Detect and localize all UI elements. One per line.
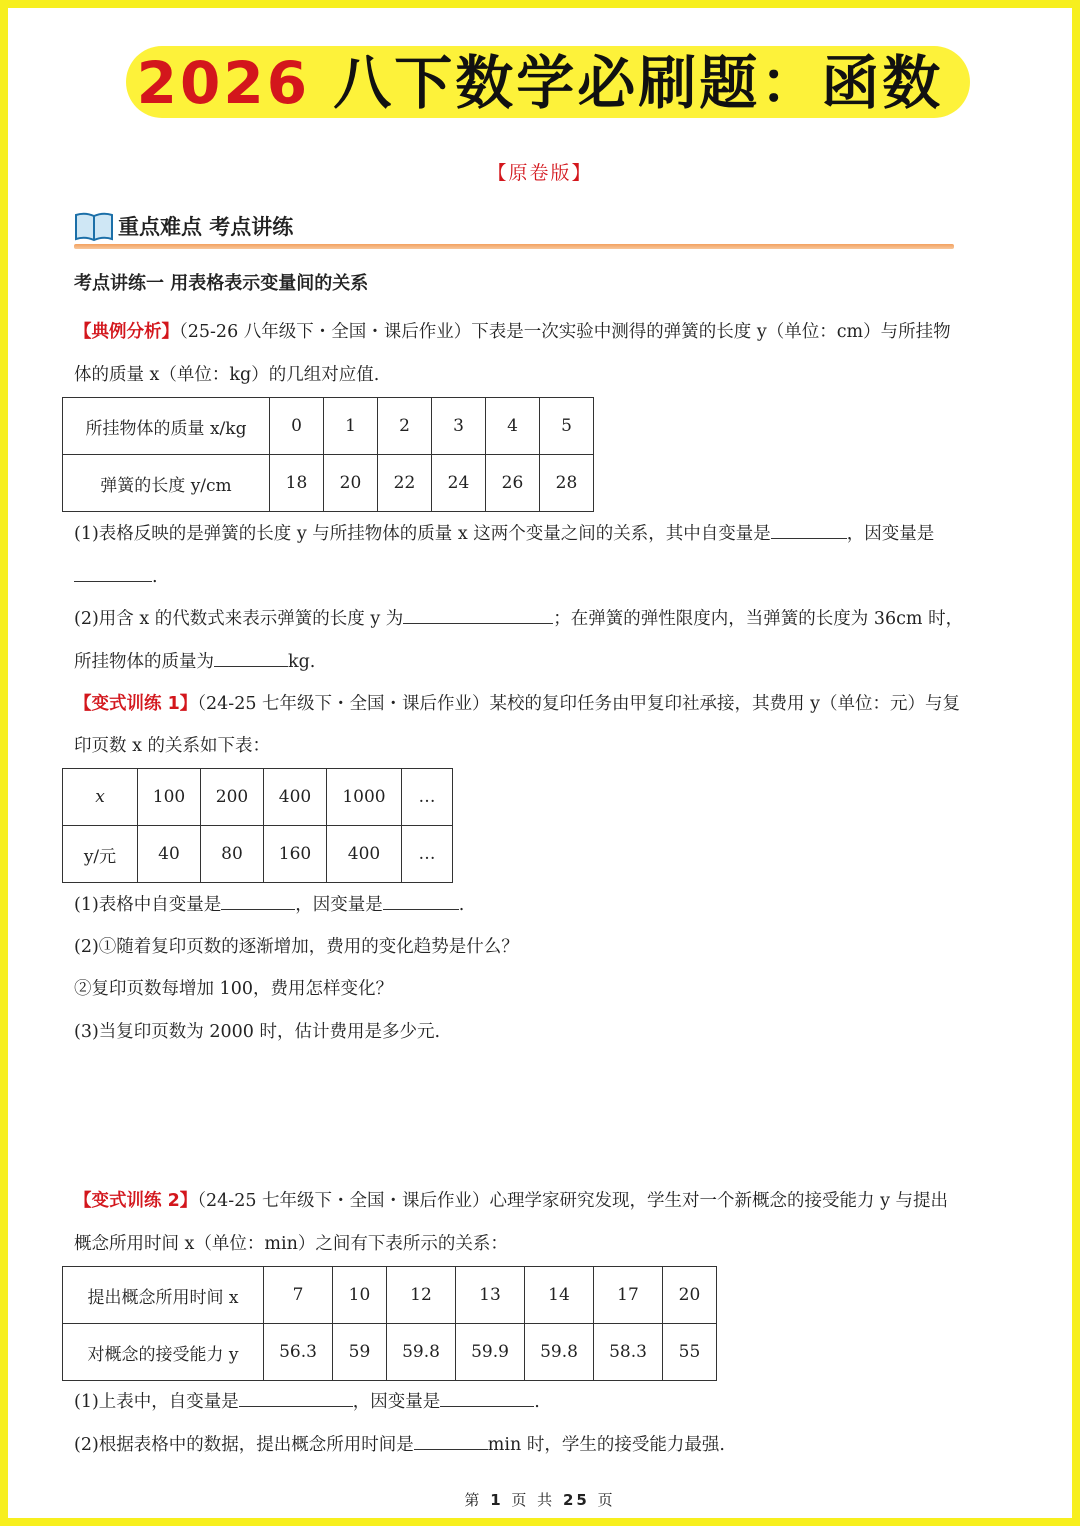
table-cell: 400 xyxy=(264,769,327,826)
footer-text: 第 xyxy=(464,1491,491,1509)
table-cell: 18 xyxy=(270,455,324,512)
open-book-icon xyxy=(74,209,114,243)
question-text: ，因变量是 xyxy=(846,524,935,544)
section-divider xyxy=(74,244,954,249)
example-question-1-cont xyxy=(74,565,158,589)
table-cell: 14 xyxy=(525,1267,594,1324)
variant1-line-1 xyxy=(74,692,960,716)
table-cell: 22 xyxy=(378,455,432,512)
table-cell: 12 xyxy=(387,1267,456,1324)
table-row xyxy=(63,1267,717,1324)
example-line-1 xyxy=(74,320,951,344)
table-cell: 28 xyxy=(540,455,594,512)
example-tag: 【典例分析】 xyxy=(74,322,179,342)
table-header-cell: 所挂物体的质量 x/kg xyxy=(63,398,270,455)
table-cell: 400 xyxy=(327,826,402,883)
question-text: ，因变量是 xyxy=(352,1392,441,1412)
table-row xyxy=(63,398,594,455)
table-cell: 40 xyxy=(138,826,201,883)
section-title: 重点难点 考点讲练 xyxy=(118,215,294,239)
question-text: . xyxy=(152,567,158,587)
edition-label: 【原卷版】 xyxy=(487,162,593,184)
page-footer xyxy=(8,1489,1072,1510)
variant2-question-2 xyxy=(74,1433,725,1457)
answer-blank xyxy=(414,1433,488,1450)
table-cell: 7 xyxy=(264,1267,333,1324)
question-text: 所挂物体的质量为 xyxy=(74,652,214,672)
table-cell: 17 xyxy=(594,1267,663,1324)
variant2-tag: 【变式训练 2】 xyxy=(74,1191,198,1211)
answer-blank xyxy=(403,607,553,624)
table-row xyxy=(63,1324,717,1381)
answer-blank xyxy=(221,893,295,910)
question-text: ；在弹簧的弹性限度内，当弹簧的长度为 36cm 时， xyxy=(553,609,964,629)
variant2-line-1 xyxy=(74,1189,948,1213)
variant1-text-1: （24-25 七年级下・全国・课后作业）某校的复印任务由甲复印社承接，其费用 y（单位：元）与复 xyxy=(197,694,960,714)
table-cell: 4 xyxy=(486,398,540,455)
question-text: min 时，学生的接受能力最强. xyxy=(487,1435,725,1455)
table-header-cell: 弹簧的长度 y/cm xyxy=(63,455,270,512)
footer-text: 页 xyxy=(589,1491,616,1509)
table-cell: 0 xyxy=(270,398,324,455)
table-cell: 20 xyxy=(324,455,378,512)
copy-cost-table xyxy=(62,768,453,883)
table-cell: 1000 xyxy=(327,769,402,826)
title-text: 八下数学必刷题：函数 xyxy=(310,49,944,117)
footer-total-pages: 25 xyxy=(562,1491,590,1509)
table-cell: 1 xyxy=(324,398,378,455)
example-text-2: 体的质量 x（单位：kg）的几组对应值. xyxy=(74,365,380,385)
table-cell: 58.3 xyxy=(594,1324,663,1381)
topic-title: 考点讲练一 用表格表示变量间的关系 xyxy=(74,273,369,294)
table-cell: 160 xyxy=(264,826,327,883)
table-cell: 26 xyxy=(486,455,540,512)
table-row xyxy=(63,769,453,826)
variant2-text-1: （24-25 七年级下・全国・课后作业）心理学家研究发现，学生对一个新概念的接受能力 y 与提出 xyxy=(197,1191,949,1211)
table-cell: 80 xyxy=(201,826,264,883)
answer-blank xyxy=(771,522,847,539)
table-row xyxy=(63,826,453,883)
spring-table xyxy=(62,397,594,512)
variant1-tag: 【变式训练 1】 xyxy=(74,694,198,714)
variant1-question-3: (3)当复印页数为 2000 时，估计费用是多少元. xyxy=(74,1022,441,1042)
question-text: ，因变量是 xyxy=(295,895,383,915)
variant1-question-1 xyxy=(74,893,464,917)
answer-blank xyxy=(74,565,152,582)
section-heading xyxy=(74,208,293,244)
example-text-1: （25-26 八年级下・全国・课后作业）下表是一次实验中测得的弹簧的长度 y（单位：cm）与所挂物 xyxy=(179,322,951,342)
table-cell: 5 xyxy=(540,398,594,455)
table-cell: 59.8 xyxy=(387,1324,456,1381)
example-question-2-cont xyxy=(74,650,315,674)
footer-page-number: 1 xyxy=(490,1491,504,1509)
table-cell: 56.3 xyxy=(264,1324,333,1381)
example-question-1 xyxy=(74,522,934,546)
title-year: 2026 xyxy=(136,49,311,117)
table-cell: 59.9 xyxy=(456,1324,525,1381)
table-cell: 59.8 xyxy=(525,1324,594,1381)
question-text: (1)表格中自变量是 xyxy=(74,895,222,915)
table-cell: 55 xyxy=(663,1324,717,1381)
question-text: (2)用含 x 的代数式来表示弹簧的长度 y 为 xyxy=(74,609,404,629)
table-header-cell: y/元 xyxy=(63,826,138,883)
variant2-text-2: 概念所用时间 x（单位：min）之间有下表所示的关系： xyxy=(74,1234,508,1254)
table-header-cell: x xyxy=(63,769,138,826)
answer-blank xyxy=(440,1390,534,1407)
table-cell: 13 xyxy=(456,1267,525,1324)
table-cell: … xyxy=(402,826,453,883)
question-text: kg. xyxy=(288,652,316,672)
table-cell: … xyxy=(402,769,453,826)
page-title xyxy=(8,48,1072,118)
table-cell: 3 xyxy=(432,398,486,455)
question-text: (1)上表中，自变量是 xyxy=(74,1392,239,1412)
table-header-cell: 提出概念所用时间 x xyxy=(63,1267,264,1324)
table-cell: 200 xyxy=(201,769,264,826)
table-header-cell: 对概念的接受能力 y xyxy=(63,1324,264,1381)
answer-blank xyxy=(383,893,459,910)
footer-text: 页 共 xyxy=(503,1491,563,1509)
question-text: . xyxy=(458,895,465,915)
table-row xyxy=(63,455,594,512)
question-text: (2)根据表格中的数据，提出概念所用时间是 xyxy=(74,1435,414,1455)
example-question-2 xyxy=(74,607,963,631)
table-cell: 100 xyxy=(138,769,201,826)
variant1-question-2b: ②复印页数每增加 100，费用怎样变化？ xyxy=(74,979,393,999)
table-cell: 20 xyxy=(663,1267,717,1324)
variant1-question-2: (2)①随着复印页数的逐渐增加，费用的变化趋势是什么？ xyxy=(74,937,519,957)
table-cell: 24 xyxy=(432,455,486,512)
variant1-text-2: 印页数 x 的关系如下表： xyxy=(74,736,270,756)
answer-blank xyxy=(214,650,288,667)
question-text: . xyxy=(534,1392,540,1412)
concept-table xyxy=(62,1266,717,1381)
variant2-question-1 xyxy=(74,1390,540,1414)
question-text: (1)表格反映的是弹簧的长度 y 与所挂物体的质量 x 这两个变量之间的关系，其中自变量是 xyxy=(74,524,771,544)
answer-blank xyxy=(239,1390,353,1407)
table-cell: 2 xyxy=(378,398,432,455)
table-cell: 10 xyxy=(333,1267,387,1324)
table-cell: 59 xyxy=(333,1324,387,1381)
